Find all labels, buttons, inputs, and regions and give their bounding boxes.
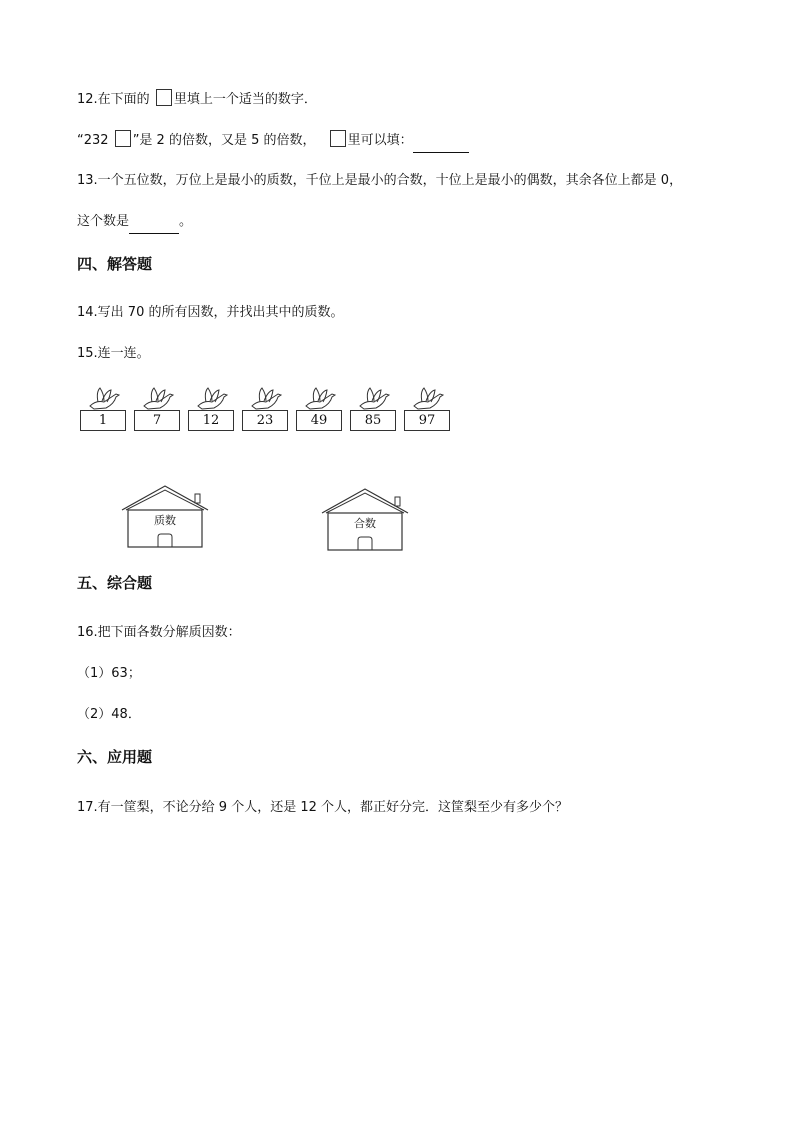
q12-prompt: 里可以填：: [347, 133, 413, 148]
q13-end: 。: [179, 214, 193, 229]
q16-item-1: （1）63；: [77, 666, 141, 681]
bird-number: 1: [80, 410, 126, 431]
q16-text: 16.把下面各数分解质因数：: [77, 625, 241, 640]
bird-card[interactable]: [242, 386, 288, 434]
section-heading-5: 五、综合题: [77, 574, 153, 592]
answer-blank[interactable]: [129, 215, 179, 234]
q12-title-text-b: 里填上一个适当的数字．: [173, 92, 317, 107]
house-label: 质数: [154, 514, 176, 527]
blank-box[interactable]: [115, 130, 131, 147]
q13-prompt: 这个数是: [77, 214, 130, 229]
bird-number: 97: [404, 410, 450, 431]
bird-card[interactable]: [296, 386, 342, 434]
bird-card[interactable]: [188, 386, 234, 434]
q12-statement: [77, 130, 469, 153]
bird-number: 85: [350, 410, 396, 431]
bird-card[interactable]: [404, 386, 450, 434]
section-heading-6: 六、应用题: [77, 748, 153, 766]
q12-title: [77, 89, 317, 109]
bird-number: 49: [296, 410, 342, 431]
bird-number: 23: [242, 410, 288, 431]
bird-card[interactable]: [134, 386, 180, 434]
bird-cards: [80, 386, 460, 436]
q13-line1: 13.一个五位数，万位上是最小的质数，千位上是最小的合数，十位上是最小的偶数，其余各位上都是 0，: [77, 173, 683, 188]
q13-line2: [77, 213, 192, 234]
house-composite[interactable]: [320, 485, 410, 553]
q12-quote-start: “232: [77, 133, 113, 148]
blank-box: [330, 130, 346, 147]
q14-text: 14.写出 70 的所有因数，并找出其中的质数。: [77, 305, 344, 320]
bird-card[interactable]: [80, 386, 126, 434]
q12-title-text-a: 12.在下面的: [77, 92, 154, 107]
bird-number: 7: [134, 410, 180, 431]
bird-card[interactable]: [350, 386, 396, 434]
q15-text: 15.连一连。: [77, 346, 150, 361]
q16-item-2: （2）48．: [77, 707, 141, 722]
section-heading-4: 四、解答题: [77, 255, 153, 273]
blank-box: [156, 89, 172, 106]
bird-number: 12: [188, 410, 234, 431]
answer-blank[interactable]: [413, 134, 469, 153]
house-label: 合数: [354, 517, 376, 530]
house-prime[interactable]: [120, 482, 210, 550]
q12-condition: ”是 2 的倍数，又是 5 的倍数，: [132, 133, 316, 148]
q17-text: 17.有一筐梨，不论分给 9 个人，还是 12 个人，都正好分完．这筐梨至少有多少个？: [77, 800, 569, 815]
